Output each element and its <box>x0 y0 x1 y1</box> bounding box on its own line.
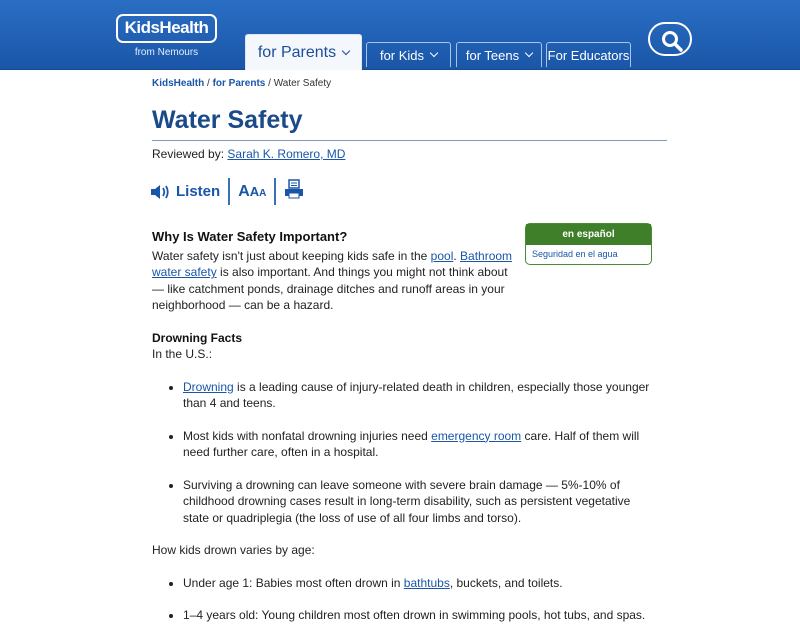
en-espanol-heading: en español <box>526 224 651 245</box>
tab-for-parents[interactable] <box>245 34 362 70</box>
breadcrumb-current: Water Safety <box>273 78 332 89</box>
tab-for-kids[interactable] <box>366 42 451 67</box>
intro-paragraph: Water safety isn't just about keeping kids safe in the pool. Bathroom water safety is also important. And things you might not think about — like catchment ponds, drainage ditches and runoff areas in your neighborhood — can be a hazard. <box>152 248 513 312</box>
breadcrumb-separator: / <box>268 78 271 89</box>
site-header <box>0 0 800 70</box>
reviewed-by <box>152 147 345 161</box>
print-button[interactable] <box>276 179 304 204</box>
title-divider <box>152 140 667 141</box>
reviewed-label: Reviewed by: <box>152 147 225 161</box>
tab-label: for Teens <box>465 47 520 63</box>
section-heading: Drowning Facts <box>152 330 243 345</box>
logo-wordmark: KidsHealth <box>116 14 217 43</box>
article-tools <box>150 178 304 205</box>
age-list <box>152 575 652 624</box>
chevron-down-icon <box>525 49 533 57</box>
reviewer-link[interactable]: Sarah K. Romero, MD <box>227 147 346 161</box>
age-intro: How kids drown varies by age: <box>152 543 315 557</box>
breadcrumb <box>152 78 331 89</box>
speaker-icon <box>150 183 172 201</box>
breadcrumb-separator: / <box>207 78 210 89</box>
bathroom-water-safety-link[interactable]: Bathroom water safety <box>152 248 513 279</box>
spanish-article-link[interactable]: Seguridad en el agua <box>532 249 618 259</box>
drowning-facts-list <box>152 379 652 527</box>
list-item: • Most kids with nonfatal drowning injuries need emergency room care. Half of them will need further care, often in a hospital. <box>183 428 652 461</box>
breadcrumb-home-link[interactable]: KidsHealth <box>152 78 205 89</box>
tab-for-educators[interactable] <box>546 42 631 67</box>
tab-label: for Parents <box>257 43 337 61</box>
chevron-down-icon <box>342 46 350 54</box>
chevron-down-icon <box>430 49 438 57</box>
bathtubs-link[interactable]: bathtubs <box>403 575 450 590</box>
facts-intro: In the U.S.: <box>152 347 213 361</box>
page-title: Water Safety <box>152 106 303 134</box>
list-item: • 1–4 years old: Young children most often drown in swimming pools, hot tubs, and spas. <box>183 607 652 624</box>
listen-label: Listen <box>176 183 221 200</box>
search-button[interactable] <box>648 22 692 56</box>
breadcrumb-section-link[interactable]: for Parents <box>212 78 266 89</box>
print-icon <box>284 179 304 199</box>
logo-tagline: from Nemours <box>134 47 199 58</box>
section-heading: Why Is Water Safety Important? <box>152 229 348 244</box>
tab-for-teens[interactable] <box>456 42 542 67</box>
pool-link[interactable]: pool <box>430 248 454 263</box>
tab-label: For Educators <box>547 47 630 63</box>
search-icon <box>661 30 683 52</box>
text-size-icon[interactable]: A A A <box>238 182 267 200</box>
list-item: • Under age 1: Babies most often drown in bathtubs, buckets, and toilets. <box>183 575 652 592</box>
article-body <box>152 229 652 640</box>
drowning-link[interactable]: Drowning <box>183 379 234 394</box>
tab-label: for Kids <box>379 47 425 63</box>
list-item: • Drowning is a leading cause of injury-related death in children, especially those younger than 4 and teens. <box>183 379 652 412</box>
kidshealth-logo[interactable] <box>116 14 217 62</box>
listen-button[interactable] <box>150 183 228 201</box>
list-item: • Surviving a drowning can leave someone with severe brain damage — 5%-10% of childhood drowning cases result in long-term disability, such as persistent vegetative state or quadriplegia (the loss of use of all four limbs and torso). <box>183 477 652 527</box>
emergency-room-link[interactable]: emergency room <box>431 428 522 443</box>
